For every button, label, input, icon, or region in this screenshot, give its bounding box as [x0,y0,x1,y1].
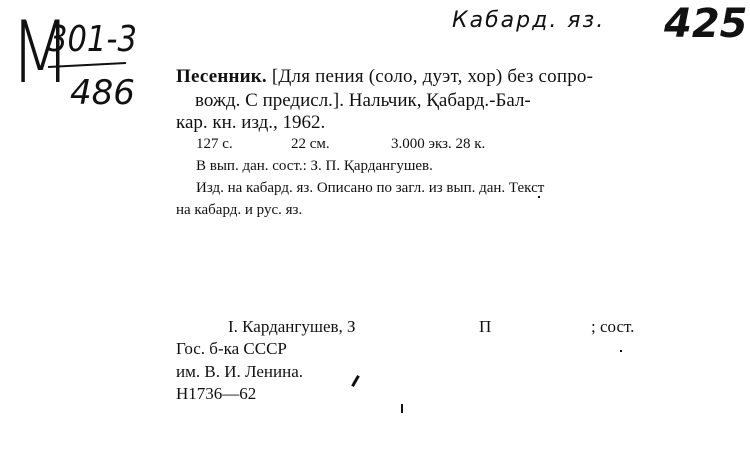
handwritten-language-note: Кабард. яз. [452,8,606,33]
entry-title-line [176,66,593,88]
library-name-cont: им. В. И. Ленина. [176,362,304,381]
entry-imprint-line-end: кар. кн. изд., 1962. [176,112,326,133]
ink-speck [620,350,622,352]
entry-pages: 127 с. [196,136,233,152]
shelfmark-number-bottom: 486 [70,73,135,113]
tracing-initial: П [479,317,492,336]
library-name: Гос. б-ка СССР [176,339,287,358]
entry-size: 22 см. [291,136,330,152]
entry-title-remainder: [Для пения (соло, дуэт, хор) без сопро- [271,66,594,87]
entry-collation [196,135,485,153]
entry-note-language-cont: на кабард. и рус. яз. [176,202,303,218]
entry-copies-price: 3.000 экз. 28 к. [391,136,486,152]
tracing-role: ; сост. [591,317,635,336]
entry-title: Песенник. [176,66,267,87]
catalog-number: Н1736—62 [176,384,257,403]
shelfmark-number-top: 301-3 [48,19,137,60]
entry-note-language: Изд. на кабард. яз. Описано по загл. из вып. дан. Текст [196,180,545,196]
entry-note-compiler: В вып. дан. сост.: З. П. Қардангушев. [196,158,433,174]
ink-speck [401,404,403,413]
tracing-author: I. Кардангушев, З [228,317,356,336]
ink-mark [351,375,360,387]
entry-imprint-line: вожд. С предисл.]. Нальчик, Қабард.-Бал- [195,90,531,111]
handwritten-number: 425 [664,1,748,47]
ink-speck [538,196,540,198]
shelfmark-letter: M [10,3,71,103]
